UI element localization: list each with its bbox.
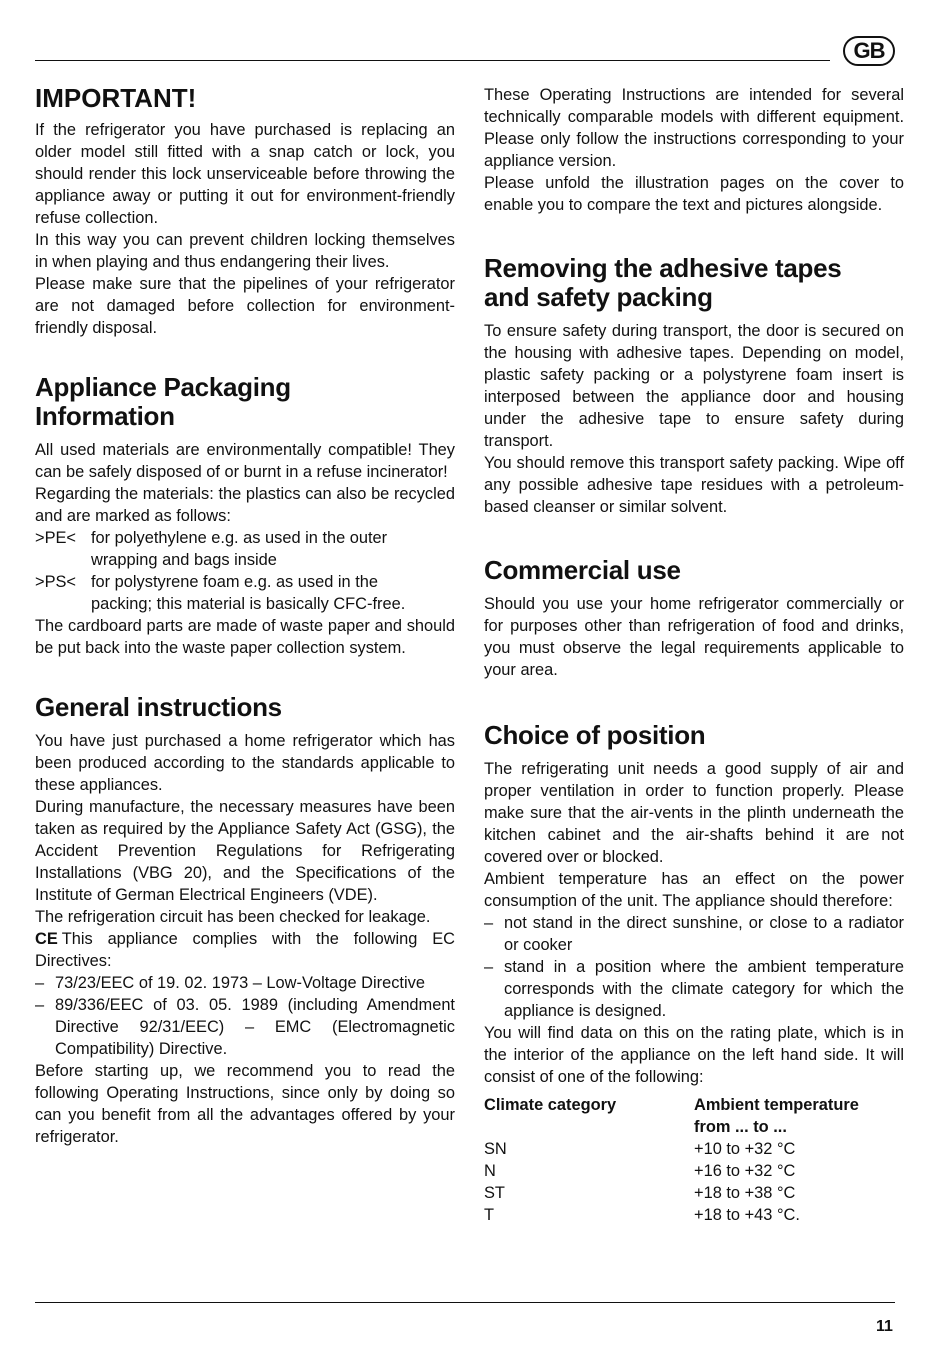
commercial-heading: Commercial use: [484, 555, 681, 585]
removing-section: [484, 254, 904, 518]
general-paragraph-2: During manufacture, the necessary measures have been taken as required by the Appliance Safety Act (GSG), the Accident Prevention Regulations for Refrigerating Installations (VBG 20), and the Specifications of the Institute of German Electrical Engineers (VDE).: [35, 798, 455, 904]
ambient-temperature-header-line2: from ... to ...: [694, 1118, 787, 1136]
ce-mark: CE: [35, 930, 58, 948]
intro-section: [484, 84, 904, 216]
table-row: [484, 1138, 904, 1160]
table-row: [484, 1160, 904, 1182]
climate-category-cell: ST: [484, 1184, 505, 1202]
position-paragraph-2: Ambient temperature has an effect on the power consumption of the unit. The appliance should therefore:: [484, 870, 904, 910]
general-paragraph-5: Before starting up, we recommend you to read the following Operating Instructions, since only by doing so can you benefit from all the advantages offered by your refrigerator.: [35, 1062, 455, 1146]
important-heading: IMPORTANT!: [35, 83, 197, 113]
right-column: [484, 84, 904, 1226]
ambient-temperature-header-line1: Ambient temperature: [694, 1096, 859, 1114]
directive-text: 73/23/EEC of 19. 02. 1973 – Low-Voltage Directive: [55, 974, 425, 992]
climate-category-cell: T: [484, 1206, 495, 1224]
intro-paragraph-2: Please unfold the illustration pages on the cover to enable you to compare the text and pictures alongside.: [484, 174, 904, 214]
important-paragraph-3: Please make sure that the pipelines of your refrigerator are not damaged before collection for environment-friendly disposal.: [35, 275, 455, 337]
climate-category-header: Climate category: [484, 1096, 617, 1114]
packaging-heading-line1: Appliance Packaging: [35, 372, 291, 402]
position-item: – stand in a position where the ambient temperature corresponds with the climate category for which the appliance is designed.: [484, 958, 904, 1020]
general-section: [35, 693, 455, 1148]
pe-text: for polyethylene e.g. as used in the outer: [91, 529, 388, 547]
packaging-paragraph-2: Regarding the materials: the plastics can also be recycled and are marked as follows:: [35, 485, 455, 525]
temperature-cell: +16 to +32 °C: [694, 1162, 796, 1180]
directive-item: – 73/23/EEC of 19. 02. 1973 – Low-Voltage Directive: [35, 972, 455, 994]
packaging-heading: [35, 373, 455, 431]
bottom-rule: [35, 1302, 895, 1303]
position-section: [484, 721, 904, 1226]
language-badge: GB: [843, 36, 895, 66]
ps-text-continued: packing; this material is basically CFC-free.: [91, 595, 406, 613]
temperature-cell: +18 to +38 °C: [694, 1184, 796, 1202]
ce-statement: This appliance complies with the following EC Directives:: [35, 930, 455, 970]
general-heading: General instructions: [35, 692, 282, 722]
removing-paragraph-1: To ensure safety during transport, the door is secured on the housing with adhesive tapes. Depending on model, plastic safety packing or a polystyrene foam insert is interposed between the appliance door and housing under the adhesive tape to ensure safety during transport.: [484, 322, 904, 450]
important-section: [35, 84, 455, 339]
packaging-paragraph-3: The cardboard parts are made of waste paper and should be put back into the waste paper collection system.: [35, 617, 455, 657]
intro-paragraph-1: These Operating Instructions are intended for several technically comparable models with different equipment. Please only follow the instructions corresponding to your appliance version.: [484, 86, 904, 170]
important-paragraph-1: If the refrigerator you have purchased is replacing an older model still fitted with a snap catch or lock, you should render this lock unserviceable before throwing the appliance away or putting it out for environment-friendly refuse collection.: [35, 121, 455, 227]
left-column: [35, 84, 455, 1148]
general-paragraph-3: The refrigeration circuit has been checked for leakage.: [35, 908, 431, 926]
position-paragraph-3: You will find data on this on the rating plate, which is in the interior of the appliance on the left hand side. It will consist of one of the following:: [484, 1024, 904, 1086]
position-item-text: stand in a position where the ambient temperature corresponds with the climate category for which the appliance is designed.: [504, 958, 904, 1020]
important-paragraph-2: In this way you can prevent children locking themselves in when playing and thus endangering their lives.: [35, 231, 455, 271]
position-paragraph-1: The refrigerating unit needs a good supply of air and proper ventilation in order to function properly. Please make sure that the air-vents in the plinth underneath the kitchen cabinet and the air-shafts behind it are not covered over or blocked.: [484, 760, 904, 866]
removing-heading-line1: Removing the adhesive tapes: [484, 253, 842, 283]
general-paragraph-1: You have just purchased a home refrigerator which has been produced according to the standards applicable to these appliances.: [35, 732, 455, 794]
removing-heading: [484, 254, 904, 312]
directive-item: – 89/336/EEC of 03. 05. 1989 (including Amendment Directive 92/31/EEC) – EMC (Electromagnetic Compatibility) Directive.: [35, 996, 455, 1058]
ambient-temperature-header: [694, 1094, 904, 1138]
climate-table: [484, 1094, 904, 1226]
climate-category-cell: N: [484, 1162, 496, 1180]
commercial-section: [484, 556, 904, 681]
position-item: – not stand in the direct sunshine, or close to a radiator or cooker: [484, 914, 904, 954]
ps-text: for polystyrene foam e.g. as used in the: [91, 573, 378, 591]
table-row: [484, 1204, 904, 1226]
removing-paragraph-2: You should remove this transport safety packing. Wipe off any possible adhesive tape residues with a petroleum-based cleanser or similar solvent.: [484, 454, 904, 516]
removing-heading-line2: and safety packing: [484, 282, 713, 312]
directive-text: 89/336/EEC of 03. 05. 1989 (including Amendment Directive 92/31/EEC) – EMC (Electromagnetic Compatibility) Directive.: [55, 996, 455, 1058]
general-paragraph-4: [35, 928, 455, 972]
climate-category-cell: SN: [484, 1140, 507, 1158]
position-heading: Choice of position: [484, 720, 706, 750]
pe-text-continued: wrapping and bags inside: [91, 551, 277, 569]
packaging-paragraph-1: All used materials are environmentally compatible! They can be safely disposed of or burnt in a refuse incinerator!: [35, 441, 455, 481]
ps-marking: [35, 571, 455, 593]
temperature-cell: +10 to +32 °C: [694, 1140, 796, 1158]
pe-code: >PE<: [35, 529, 77, 547]
packaging-heading-line2: Information: [35, 401, 175, 431]
top-rule: [35, 60, 830, 61]
temperature-cell: +18 to +43 °C.: [694, 1206, 800, 1224]
position-item-text: not stand in the direct sunshine, or close to a radiator or cooker: [504, 914, 904, 954]
ps-code: >PS<: [35, 573, 77, 591]
pe-marking: [35, 527, 455, 549]
table-row: [484, 1182, 904, 1204]
packaging-section: [35, 373, 455, 659]
page-number: 11: [876, 1318, 893, 1335]
commercial-paragraph: Should you use your home refrigerator commercially or for purposes other than refrigeration of food and drinks, you must observe the legal requirements applicable to your area.: [484, 595, 904, 679]
